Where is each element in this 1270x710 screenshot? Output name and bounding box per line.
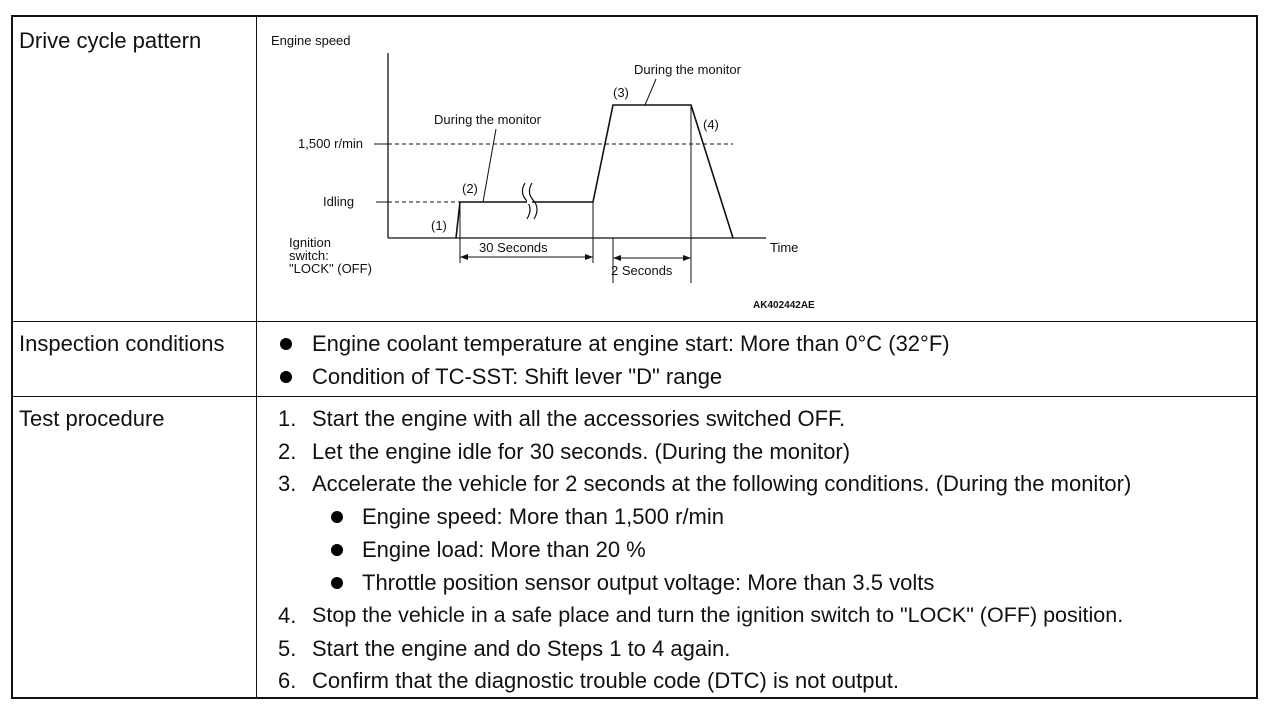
- step-2-label: (2): [462, 181, 478, 196]
- ignition-label-line2: switch:: [289, 248, 329, 263]
- dim-30-arrow-right: [585, 254, 593, 260]
- sub-condition: Engine speed: More than 1,500 r/min: [362, 504, 725, 529]
- ignition-label-line1: Ignition: [289, 235, 331, 250]
- inspection-item-2: Condition of TC-SST: Shift lever "D" range: [312, 364, 723, 389]
- during-monitor-label-2: During the monitor: [634, 62, 741, 77]
- step-number: 6.: [278, 668, 297, 693]
- dim-2-arrow-left: [613, 255, 621, 261]
- row-divider-2: [13, 396, 1256, 397]
- step-number: 3.: [278, 471, 297, 496]
- bullet-icon: [280, 338, 292, 350]
- callout-leader-2: [645, 79, 656, 105]
- step-text: Stop the vehicle in a safe place and turn the ignition switch to "LOCK" (OFF) position.: [312, 603, 1124, 627]
- bullet-icon: [280, 371, 292, 383]
- break-gap: [527, 200, 532, 204]
- step-text: Let the engine idle for 30 seconds. (During the monitor): [312, 439, 851, 464]
- sub-condition: Throttle position sensor output voltage: More than 3.5 volts: [362, 570, 935, 595]
- step-1-label: (1): [431, 218, 447, 233]
- row-label-inspection: Inspection conditions: [19, 331, 225, 356]
- sub-condition: Engine load: More than 20 %: [362, 537, 646, 562]
- step-number: 1.: [278, 406, 297, 431]
- step-number: 2.: [278, 439, 297, 464]
- ignition-label-line3: "LOCK" (OFF): [289, 261, 372, 276]
- row-label-drive-cycle: Drive cycle pattern: [19, 28, 202, 53]
- duration-2-label: 2 Seconds: [611, 263, 673, 278]
- step-3-label: (3): [613, 85, 629, 100]
- step-text: Accelerate the vehicle for 2 seconds at the following conditions. (During the monitor): [312, 471, 1132, 496]
- level-idle-label: Idling: [323, 194, 355, 209]
- step-text: Confirm that the diagnostic trouble code (DTC) is not output.: [312, 668, 899, 693]
- x-axis-label: Time: [770, 240, 799, 255]
- step-text: Start the engine and do Steps 1 to 4 again.: [312, 636, 731, 661]
- level-1500-label: 1,500 r/min: [298, 136, 364, 151]
- during-monitor-label-1: During the monitor: [434, 112, 541, 127]
- step-number: 5.: [278, 636, 297, 661]
- dim-30-arrow-left: [460, 254, 468, 260]
- drive-cycle-diagram: [13, 17, 1256, 321]
- step-number: 4.: [278, 603, 297, 628]
- row-label-test-procedure: Test procedure: [19, 406, 165, 431]
- step-text: Start the engine with all the accessories switched OFF.: [312, 406, 846, 431]
- dim-2-arrow-right: [683, 255, 691, 261]
- duration-30-label: 30 Seconds: [479, 240, 548, 255]
- bullet-icon: [331, 544, 343, 556]
- inspection-item-1: Engine coolant temperature at engine start: More than 0°C (32°F): [312, 331, 950, 356]
- y-axis-label: Engine speed: [271, 33, 351, 48]
- callout-leader-1: [483, 129, 496, 202]
- procedure-table: [11, 15, 1258, 699]
- figure-code: AK402442AE: [753, 300, 815, 311]
- bullet-icon: [331, 511, 343, 523]
- row-divider-1: [13, 321, 1256, 322]
- bullet-icon: [331, 577, 343, 589]
- step-4-label: (4): [703, 117, 719, 132]
